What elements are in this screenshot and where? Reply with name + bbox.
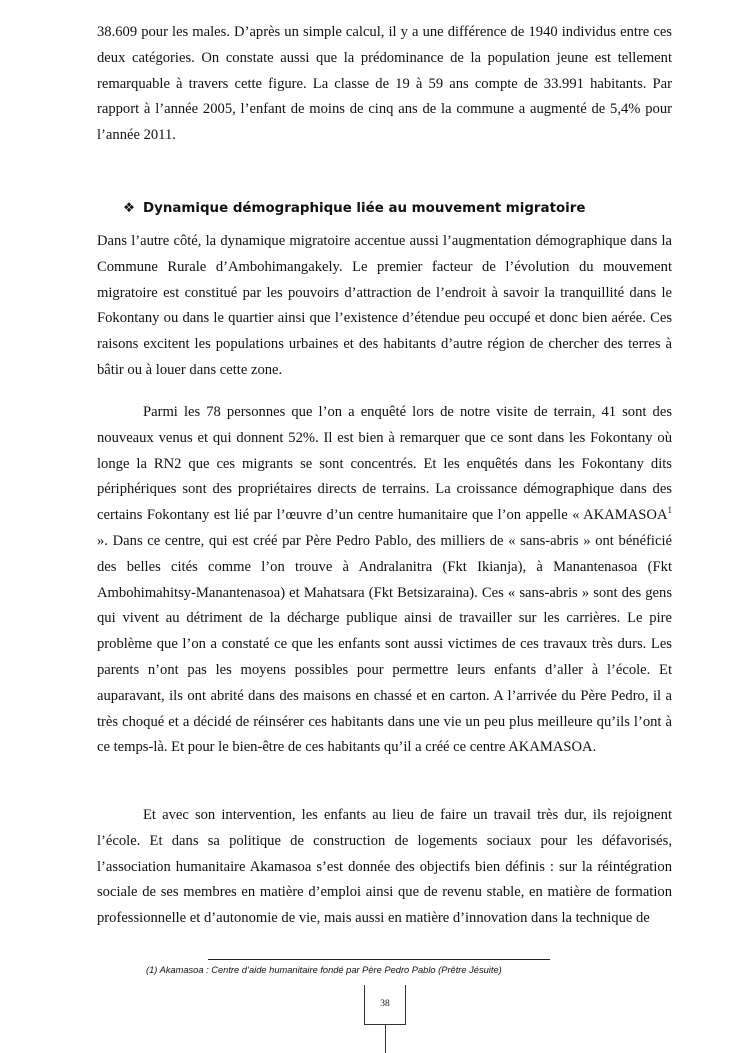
page-number-stem — [385, 1025, 386, 1053]
footnote-reference: 1 — [667, 505, 672, 516]
section-heading — [123, 198, 585, 220]
paragraph-1: 38.609 pour les males. D’après un simple calcul, il y a une différence de 1940 individus entre ces deux catégories. On constate aussi que la prédominance de la population jeune est tellement remarquable à travers cette figure. La classe de 19 à 59 ans compte de 33.991 habitants. Par rapport à l’année 2005, l’enfant de moins de cinq ans de la commune a augmenté de 5,4% pour l’année 2011. — [97, 24, 672, 144]
paragraph-3-text-after-note: ». Dans ce centre, qui est créé par Père Pedro Pablo, des milliers de « sans-abris » ont bénéficié des belles cités comme l’on trouve à Andralanitra (Fkt Ikianja), à Manantenasoa (Fkt Ambohimahitsy-Manantenasoa) et Mahatsara (Fkt Betsizaraina). Ces « sans-abris » sont des gens qui vivent au détriment de la décharge publique ainsi de travailler sur les carrières. Le pire problème que l’on a constaté ce que les enfants sont aussi victimes de ces travaux très durs. Les parents n’ont pas les moyens possibles pour permettre leurs enfants d’aller à l’école. Et auparavant, ils ont abrité dans des maisons en chassé et en carton. A l’arrivée du Père Pedro, il a très choqué et a décidé de réinsérer ces habitants dans une vie un peu plus meilleure qu’ils l’ont à ce temps-là. Et pour le bien-être de ces habitants qu’il a créé ce centre AKAMASOA. — [97, 532, 672, 756]
section-heading-text: Dynamique démographique liée au mouvement migratoire — [143, 201, 586, 216]
page-number: 38 — [380, 999, 390, 1009]
paragraph-3 — [97, 400, 672, 761]
footnote: (1) Akamasoa : Centre d’aide humanitaire fondé par Père Pedro Pablo (Prêtre Jésuite) — [146, 965, 502, 975]
paragraph-4: Et avec son intervention, les enfants au lieu de faire un travail très dur, ils rejoignent l’école. Et dans sa politique de construction de logements sociaux pour les défavorisés, l’association humanitaire Akamasoa s’est donnée des objectifs bien définis : sur la réintégration sociale de ses membres en matière d’emploi ainsi que de revenu stable, en matière de formation professionnelle et d’autonomie de vie, mais aussi en matière d’innovation dans la technique de — [97, 807, 672, 927]
footnote-divider — [208, 959, 550, 960]
diamond-bullet-icon: ❖ — [123, 201, 136, 216]
paragraph-3-text-before-note: Parmi les 78 personnes que l’on a enquêté lors de notre visite de terrain, 41 sont des nouveaux venus et qui donnent 52%. Il est bien à remarquer que ce sont dans les Fokontany où longe la RN2 que ces migrants se sont concentrés. Et les enquêtés dans les Fokontany dits périphériques sont des propriétaires directs de terrains. La croissance démographique dans des certains Fokontany est lié par l’œuvre d’un centre humanitaire que l’on appelle « AKAMASOA — [97, 404, 672, 524]
page-number-box — [364, 985, 406, 1025]
paragraph-2: Dans l’autre côté, la dynamique migratoire accentue aussi l’augmentation démographique dans la Commune Rurale d’Ambohimangakely. Le premier facteur de l’évolution du mouvement migratoire est constitué par les pouvoirs d’attraction de l’endroit à savoir la tranquillité dans le Fokontany ou dans le quartier ainsi que l’existence d’étendue peu occupé et donc bien aérée. Ces raisons excitent les populations urbaines et des habitants d’autre région de chercher des terres à bâtir ou à louer dans cette zone. — [97, 233, 672, 378]
